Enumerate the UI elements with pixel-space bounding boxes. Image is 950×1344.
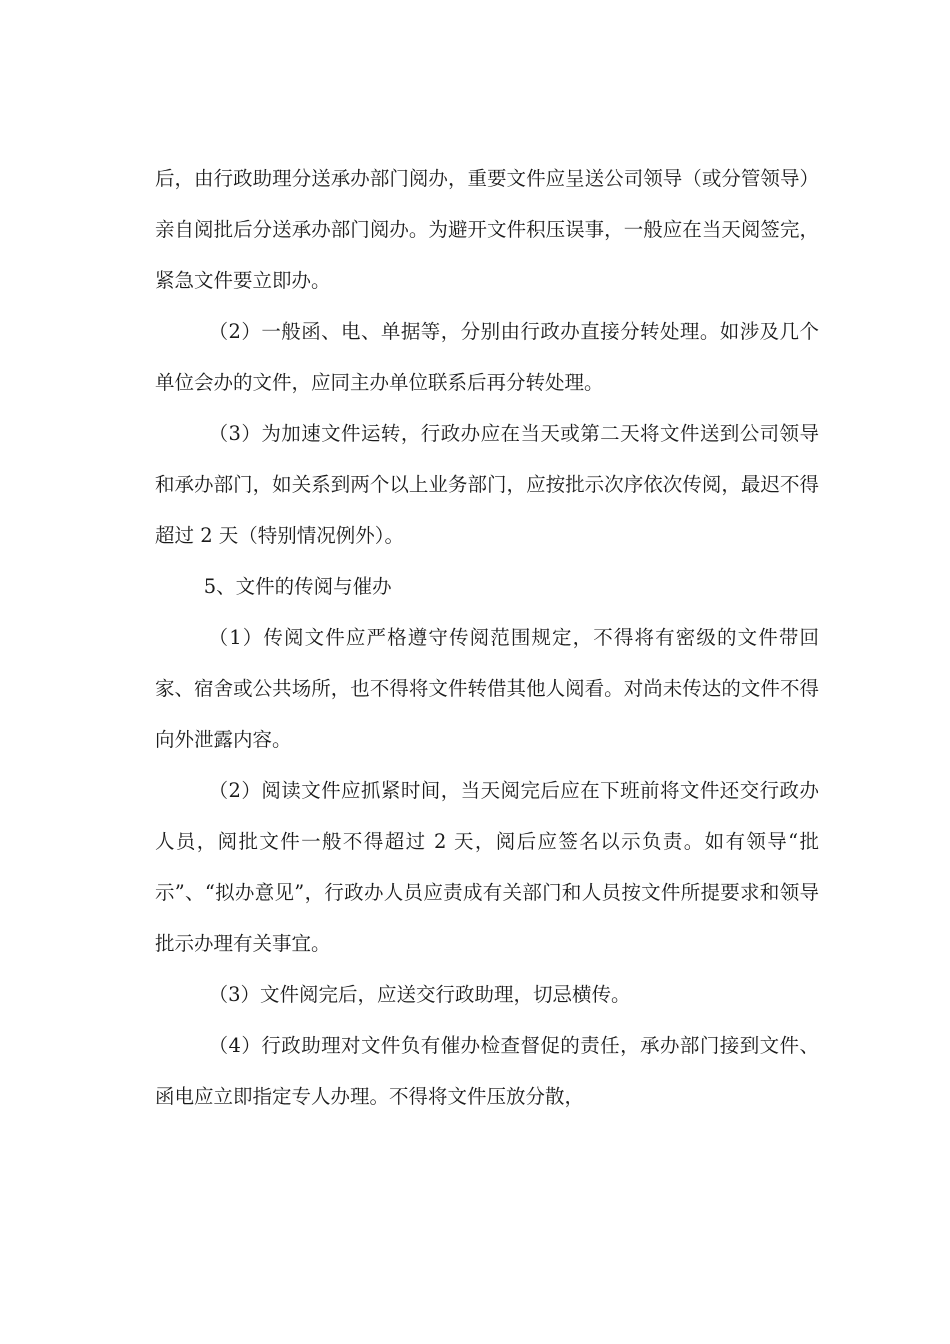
paragraph-item-2: （2）一般函、电、单据等，分别由行政办直接分转处理。如涉及几个单位会办的文件，应同主办单位联系后再分转处理。 [155,320,819,394]
paragraph-item-2b: （2）阅读文件应抓紧时间，当天阅完后应在下班前将文件还交行政办人员，阅批文件一般不得超过 2 天，阅后应签名以示负责。如有领导“批示”、“拟办意见”，行政办人员应责成有关部门和人员按文件所提要求和领导批示办理有关事宜。 [155,779,819,955]
document-body [155,153,819,1122]
paragraph-item-3: （3）为加速文件运转，行政办应在当天或第二天将文件送到公司领导和承办部门，如关系到两个以上业务部门，应按批示次序依次传阅，最迟不得超过 2 天（特别情况例外）。 [155,422,819,547]
section-heading: 5、文件的传阅与催办 [203,575,392,598]
paragraph-continuation: 后，由行政助理分送承办部门阅办，重要文件应呈送公司领导（或分管领导）亲自阅批后分送承办部门阅办。为避开文件积压误事，一般应在当天阅签完，紧急文件要立即办。 [155,167,819,292]
paragraph-item-3b: （3）文件阅完后，应送交行政助理，切忌横传。 [208,983,631,1006]
paragraph-item-4: （4）行政助理对文件负有催办检查督促的责任，承办部门接到文件、函电应立即指定专人办理。不得将文件压放分散， [155,1034,819,1108]
paragraph-item-1: （1）传阅文件应严格遵守传阅范围规定，不得将有密级的文件带回家、宿舍或公共场所，也不得将文件转借其他人阅看。对尚未传达的文件不得向外泄露内容。 [155,626,819,751]
